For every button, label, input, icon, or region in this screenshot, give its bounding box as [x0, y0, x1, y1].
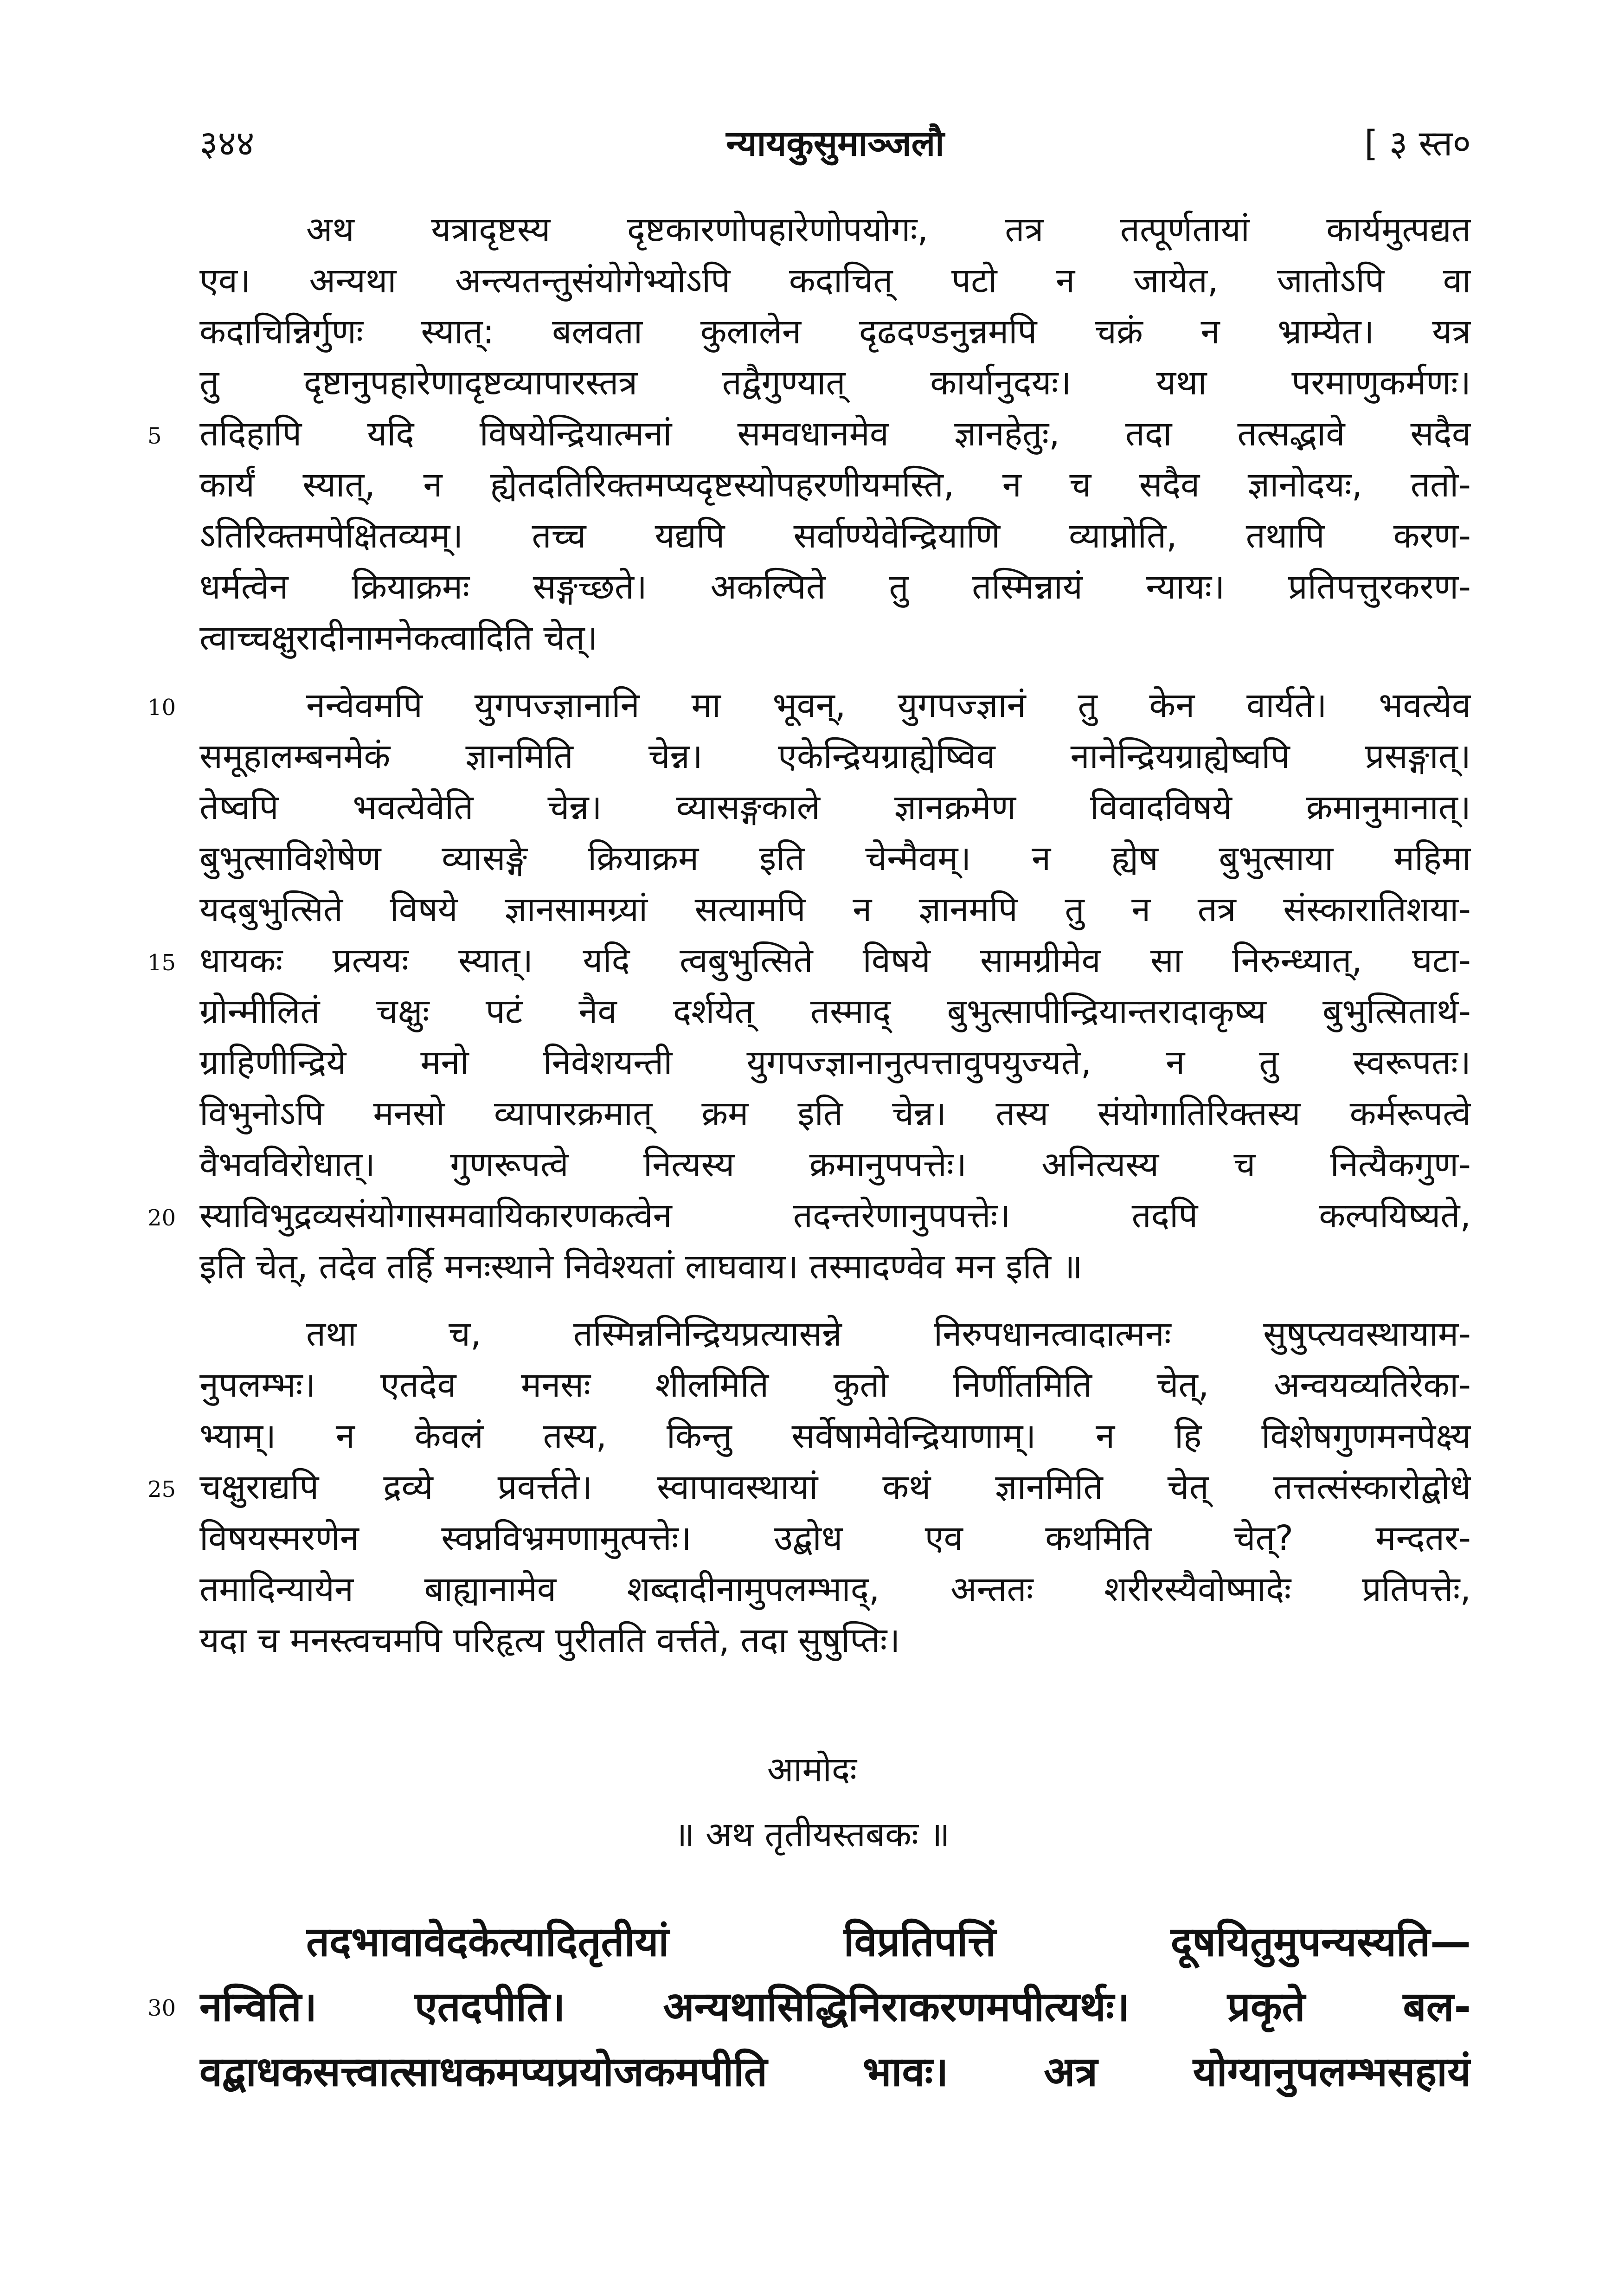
text-line: तदिहापि यदि विषयेन्द्रियात्मनां समवधानमेव ज्ञानहेतुः, तदा तत्सद्भावे सदैव [199, 414, 1471, 454]
text-line: ग्राहिणीन्द्रिये मनो निवेशयन्ती युगपज्ज्ञानानुत्पत्तावुपयुज्यते, न तु स्वरूपतः। [199, 1043, 1471, 1083]
text-line: धर्मत्वेन क्रियाक्रमः सङ्गच्छते। अकल्पिते तु तस्मिन्नायं न्यायः। प्रतिपत्तुरकरण- [199, 567, 1471, 607]
commentary-line: तदभावावेदकेत्यादितृतीयां विप्रतिपत्तिं दूषयितुमुपन्यस्यति— [306, 1918, 1471, 1966]
text-line: तु दृष्टानुपहारेणादृष्टव्यापारस्तत्र तद्वैगुण्यात् कार्यानुदयः। यथा परमाणुकर्मणः। [199, 363, 1471, 403]
section-marker: [ ३ स्त० [1364, 122, 1471, 164]
line-number: 20 [148, 1205, 176, 1231]
commentary-line: वद्बाधकसत्त्वात्साधकमप्यप्रयोजकमपीति भावः। अत्र योग्यानुपलम्भसहायं [199, 2048, 1471, 2095]
page-header [199, 118, 1471, 169]
commentary-title: आमोदः [767, 1750, 857, 1790]
text-line: विषयस्मरणेन स्वप्नविभ्रमणामुत्पत्तेः। उद्बोध एव कथमिति चेत्? मन्दतर- [199, 1518, 1471, 1558]
commentary-line: नन्विति। एतदपीति। अन्यथासिद्धिनिराकरणमपीत्यर्थः। प्रकृते बल- [199, 1983, 1471, 2030]
text-line: त्वाच्चक्षुरादीनामनेकत्वादिति चेत्। [199, 618, 598, 658]
text-line: कदाचिन्निर्गुणः स्यात्: बलवता कुलालेन दृढदण्डनुन्नमपि चक्रं न भ्राम्येत। यत्र [199, 312, 1471, 352]
page-number: ३४४ [199, 122, 255, 164]
text-line: स्याविभुद्रव्यसंयोगासमवायिकारणकत्वेन तदन्तरेणानुपपत्तेः। तदपि कल्पयिष्यते, [199, 1196, 1471, 1236]
text-line: वैभवविरोधात्। गुणरूपत्वे नित्यस्य क्रमानुपपत्तेः। अनित्यस्य च नित्यैकगुण- [199, 1145, 1471, 1185]
chapter-heading: ॥ अथ तृतीयस्तबकः ॥ [674, 1815, 950, 1855]
text-line: ग्रोन्मीलितं चक्षुः पटं नैव दर्शयेत् तस्माद् बुभुत्सापीन्द्रियान्तरादाकृष्य बुभुत्सितार्थ- [199, 992, 1471, 1031]
line-number: 15 [148, 950, 176, 976]
text-line: नन्वेवमपि युगपज्ज्ञानानि मा भूवन्, युगपज्ज्ञानं तु केन वार्यते। भवत्येव [306, 685, 1471, 725]
text-line: यदबुभुत्सिते विषये ज्ञानसामग्र्यां सत्यामपि न ज्ञानमपि तु न तत्र संस्कारातिशया- [199, 890, 1471, 929]
text-line: धायकः प्रत्ययः स्यात्। यदि त्वबुभुत्सिते विषये सामग्रीमेव सा निरुन्ध्यात्, घटा- [199, 941, 1471, 980]
text-line: बुभुत्साविशेषेण व्यासङ्गे क्रियाक्रम इति चेन्मैवम्। न ह्येष बुभुत्साया महिमा [199, 838, 1471, 878]
text-line: तमादिन्यायेन बाह्यानामेव शब्दादीनामुपलम्भाद्, अन्ततः शरीरस्यैवोष्मादेः प्रतिपत्तेः, [199, 1569, 1471, 1609]
text-line: समूहालम्बनमेकं ज्ञानमिति चेन्न। एकेन्द्रियग्राह्येष्विव नानेन्द्रियग्राह्येष्वपि प्रसङ्गात्। [199, 736, 1471, 776]
line-number: 5 [148, 423, 162, 449]
text-line: चक्षुराद्यपि द्रव्ये प्रवर्त्तते। स्वापावस्थायां कथं ज्ञानमिति चेत् तत्तत्संस्कारोद्बोधे [199, 1467, 1471, 1507]
text-line: एव। अन्यथा अन्त्यतन्तुसंयोगेभ्योऽपि कदाचित् पटो न जायेत, जातोऽपि वा [199, 261, 1471, 301]
text-line: ऽतिरिक्तमपेक्षितव्यम्। तच्च यद्यपि सर्वाण्येवेन्द्रियाणि व्याप्नोति, तथापि करण- [199, 516, 1471, 556]
text-line: तथा च, तस्मिन्ननिन्द्रियप्रत्यासन्ने निरुपधानत्वादात्मनः सुषुप्त्यवस्थायाम- [306, 1314, 1471, 1354]
text-line: तेष्वपि भवत्येवेति चेन्न। व्यासङ्गकाले ज्ञानक्रमेण विवादविषये क्रमानुमानात्। [199, 787, 1471, 827]
line-number: 10 [148, 695, 176, 721]
text-line: अथ यत्रादृष्टस्य दृष्टकारणोपहारेणोपयोगः, तत्र तत्पूर्णतायां कार्यमुत्पद्यत [306, 210, 1471, 250]
text-line: कार्यं स्यात्, न ह्येतदतिरिक्तमप्यदृष्टस्योपहरणीयमस्ति, न च सदैव ज्ञानोदयः, ततो- [199, 465, 1471, 505]
text-line: इति चेत्, तदेव तर्हि मनःस्थाने निवेश्यतां लाघवाय। तस्मादण्वेव मन इति ॥ [199, 1247, 1083, 1287]
text-line: यदा च मनस्त्वचमपि परिहृत्य पुरीतति वर्त्तते, तदा सुषुप्तिः। [199, 1620, 900, 1660]
text-line: नुपलम्भः। एतदेव मनसः शीलमिति कुतो निर्णीतमिति चेत्, अन्वयव्यतिरेका- [199, 1365, 1471, 1405]
text-line: भ्याम्। न केवलं तस्य, किन्तु सर्वेषामेवेन्द्रियाणाम्। न हि विशेषगुणमनपेक्ष्य [199, 1416, 1471, 1456]
line-number: 25 [148, 1476, 176, 1502]
running-title: न्यायकुसुमाञ्जलौ [726, 122, 944, 164]
text-line: विभुनोऽपि मनसो व्यापारक्रमात् क्रम इति चेन्न। तस्य संयोगातिरिक्तस्य कर्मरूपत्वे [199, 1094, 1471, 1134]
line-number: 30 [148, 1995, 176, 2021]
